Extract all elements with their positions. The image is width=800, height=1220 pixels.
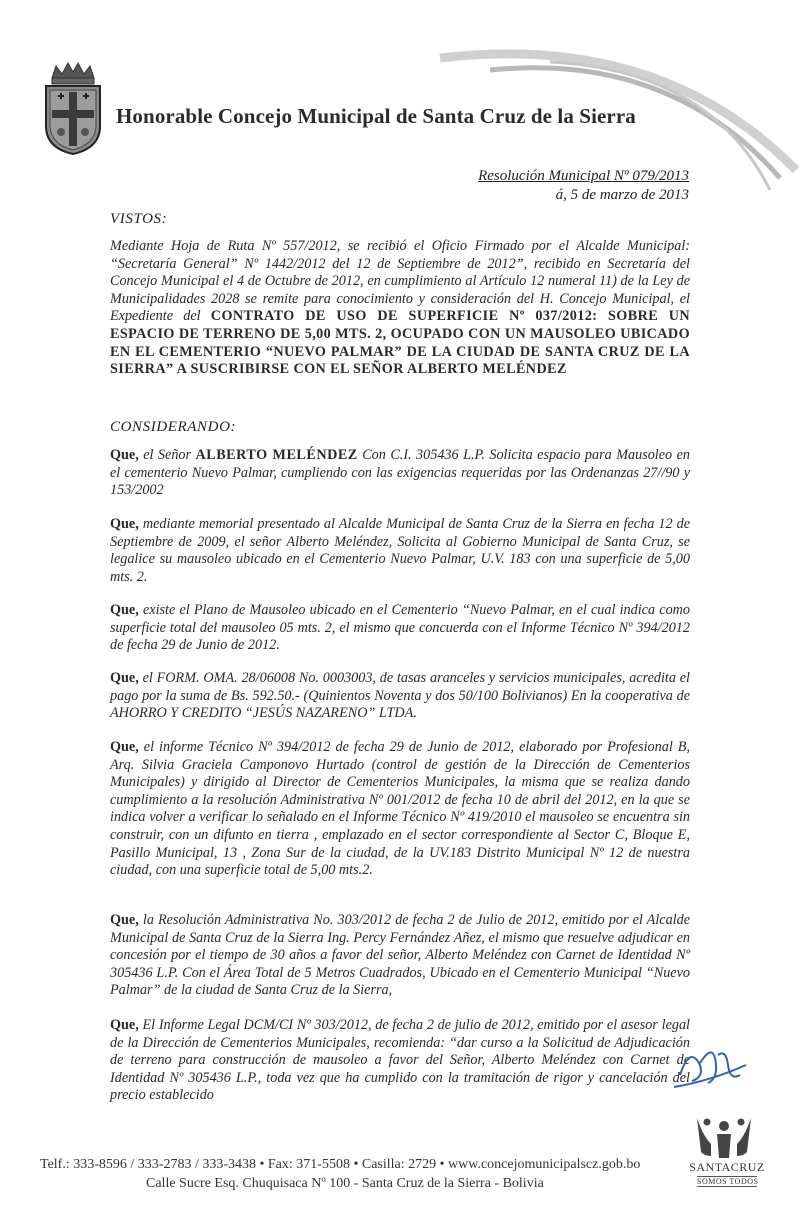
applicant-name: ALBERTO MELÉNDEZ	[195, 447, 358, 463]
santa-cruz-logo-text: SANTACRUZ	[689, 1160, 765, 1174]
organization-title: Honorable Concejo Municipal de Santa Cruz de la Sierra	[116, 104, 636, 128]
que-label: Que,	[110, 912, 139, 928]
considerando-paragraph	[110, 602, 690, 655]
paragraph-text: Con C.I. 305436 L.P. Solicita espacio para Mausoleo en el cementerio Nuevo Palmar, cumpliendo con las exigencias requeridas por las Ordenanzas 27//90 y 153/2002	[110, 447, 690, 499]
vistos-paragraph	[110, 238, 690, 379]
que-label: Que,	[110, 1017, 139, 1033]
vistos-text: Mediante Hoja de Ruta Nº 557/2012, se recibió el Oficio Firmado por el Alcalde Municipal: “Secretaría General” Nº 1442/2012 del 12 de Septiembre de 2012”, recibido en Secretaría del Concejo Municipal el 4 de Octubre de 2012, en cumplimiento al Artículo 12 numeral 11) de la Ley de Municipalidades 2028 se remite para conocimiento y consideración del H. Concejo Municipal, el Expediente del	[110, 238, 690, 325]
considerando-paragraph	[110, 739, 690, 880]
vistos-contract-title: CONTRATO DE USO DE SUPERFICIE Nº 037/2012: SOBRE UN ESPACIO DE TERRENO DE 5,00 MTS. 2, OCUPADO CON UN MAUSOLEO UBICADO EN EL CEMENTERIO “NUEVO PALMAR” DE LA CIUDAD DE SANTA CRUZ DE LA SIERRA” A SUSCRIBIRSE CON EL SEÑOR ALBERTO MELÉNDEZ	[110, 308, 690, 378]
considerando-heading: CONSIDERANDO:	[110, 419, 237, 435]
santa-cruz-logo-tagline: SOMOS TODOS	[697, 1177, 759, 1186]
considerando-paragraph	[110, 447, 690, 500]
coat-of-arms-icon	[40, 60, 106, 156]
considerando-paragraph	[110, 516, 690, 586]
signature-icon	[670, 1035, 750, 1095]
considerando-paragraph	[110, 1017, 690, 1105]
que-label: Que,	[110, 516, 139, 532]
que-label: Que,	[110, 739, 139, 755]
paragraph-text: el Señor	[138, 447, 196, 463]
considerando-paragraph	[110, 670, 690, 723]
vistos-heading: VISTOS:	[110, 211, 168, 227]
footer-contact: Telf.: 333-8596 / 333-2783 / 333-3438 • Fax: 371-5508 • Casilla: 2729 • www.concejomunicipalscz.gob.bo	[40, 1157, 641, 1172]
paragraph-text: el informe Técnico Nº 394/2012 de fecha 29 de Junio de 2012, elaborado por Profesional B, Arq. Silvia Graciela Camponovo Hurtado (control de gestión de la Dirección de Cementerios Municipales) y dirigido al Director de Cementerios Municipales, la misma que se realiza dando cumplimiento a la resolución Administrativa Nº 001/2012 de fecha 10 de abril del 2012, en la que se indica volver a verificar lo señalado en el Informe Técnico Nº 419/2010 el mausoleo se encuentra sin construir, con un difunto en tierra , emplazado en el sector correspondiente al Sector C, Bloque E, Pasillo Municipal, 13 , Zona Sur de la ciudad, de la UV.183 Distrito Municipal Nº 12 de nuestra ciudad, con una superficie total de 5,00 mts.2.	[110, 739, 690, 879]
que-label: Que,	[110, 602, 139, 618]
considerando-paragraph	[110, 912, 690, 1000]
resolution-date: á, 5 de marzo de 2013	[555, 187, 689, 203]
resolution-number: Resolución Municipal Nº 079/2013	[478, 168, 689, 184]
que-label: Que,	[110, 670, 139, 686]
paragraph-text: El Informe Legal DCM/CI Nº 303/2012, de fecha 2 de julio de 2012, emitido por el asesor legal de la Dirección de Cementerios Municipales, recomienda: “dar curso a la Solicitud de Adjudicación de terreno para construcción de mausoleo a favor del Señor, Alberto Meléndez con Carnet de Identidad Nº 305436 L.P., toda vez que ha cumplido con la tramitación de rigor y cancelación del precio establecido	[110, 1017, 690, 1104]
que-label: Que,	[110, 447, 139, 463]
paragraph-text: existe el Plano de Mausoleo ubicado en el Cementerio “Nuevo Palmar, en el cual indica como superficie total del mausoleo 05 mts. 2, el mismo que concuerda con el Informe Técnico Nº 394/2012 de fecha 29 de Junio de 2012.	[110, 602, 690, 654]
paragraph-text: la Resolución Administrativa No. 303/2012 de fecha 2 de Julio de 2012, emitido por el Alcalde Municipal de Santa Cruz de la Sierra Ing. Percy Fernández Añez, el mismo que resuelve adjudicar en concesión por el tiempo de 30 años a favor del señor, Alberto Meléndez con Carnet de Identidad Nº 305436 L.P. Con el Área Total de 5 Metros Cuadrados, Ubicado en el Cementerio Municipal “Nuevo Palmar” de la ciudad de Santa Cruz de la Sierra,	[110, 912, 690, 999]
paragraph-text: el FORM. OMA. 28/06008 No. 0003003, de tasas aranceles y servicios municipales, acredita el pago por la suma de Bs. 592.50.- (Quinientos Noventa y dos 50/100 Bolivianos) En la cooperativa de AHORRO Y CREDITO “JESÚS NAZARENO” LTDA.	[110, 670, 690, 722]
paragraph-text: mediante memorial presentado al Alcalde Municipal de Santa Cruz de la Sierra en fecha 12 de Septiembre de 2009, el señor Alberto Meléndez, Solicita al Gobierno Municipal de Santa Cruz, se legalice su mausoleo ubicado en el Cementerio Nuevo Palmar, U.V. 183 con una superficie de 5,00 mts. 2.	[110, 516, 690, 585]
footer-address: Calle Sucre Esq. Chuquisaca Nº 100 - Santa Cruz de la Sierra - Bolivia	[146, 1176, 544, 1191]
